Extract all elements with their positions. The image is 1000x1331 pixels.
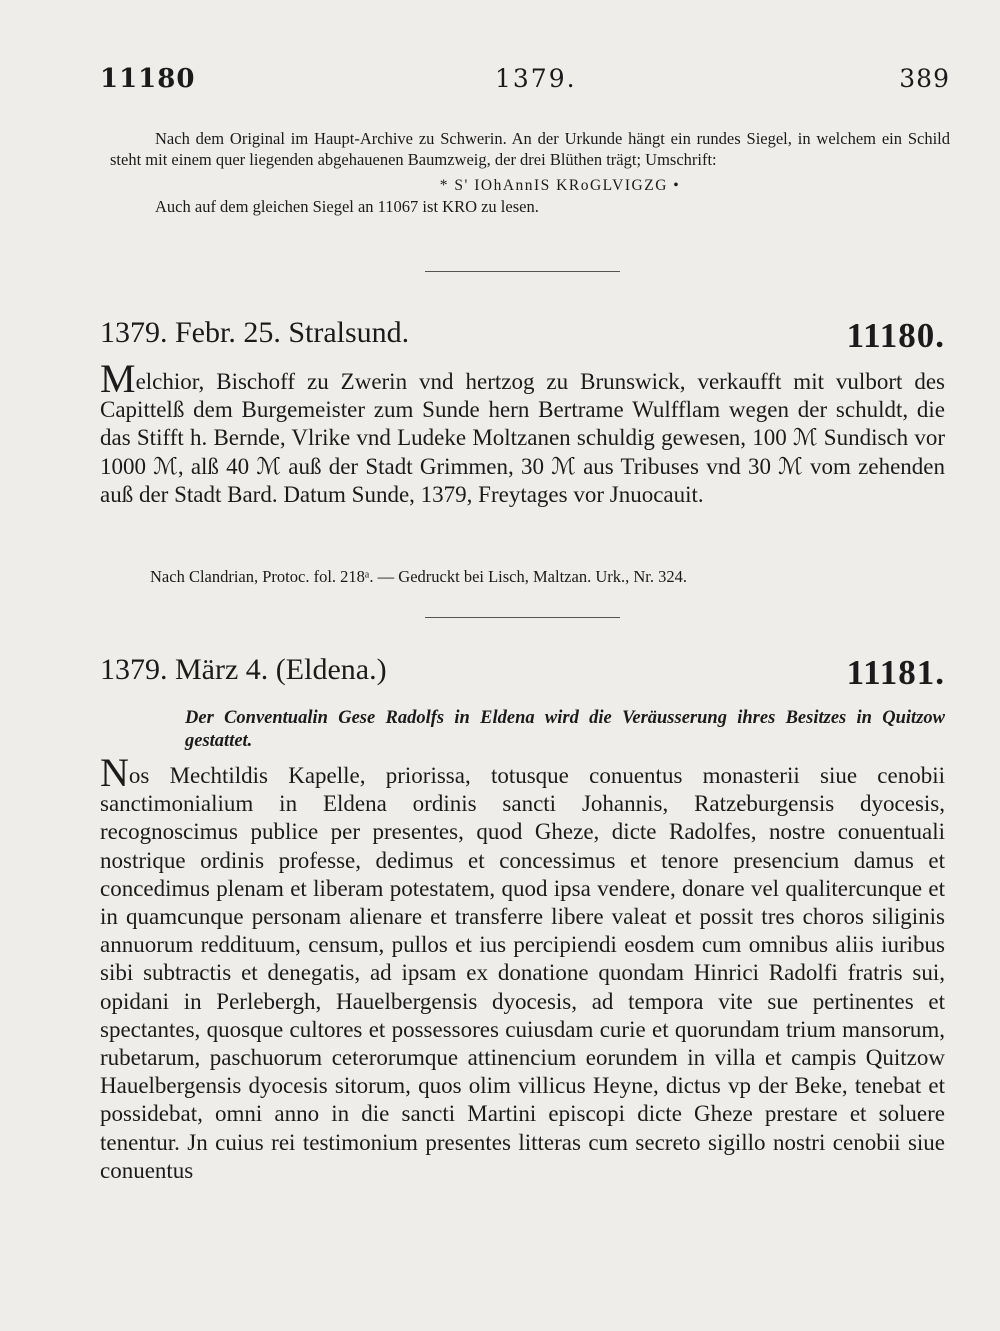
charter-date-place: 1379. Febr. 25. Stralsund.: [100, 316, 410, 349]
previous-charter-note: [110, 128, 950, 217]
running-head: [100, 64, 950, 104]
regest-summary: Der Conventualin Gese Radolfs in Eldena wird die Veräusserung ihres Besitzes in Quitzow gestattet.: [185, 708, 945, 751]
charter-date-place: 1379. März 4. (Eldena.): [100, 653, 387, 686]
page-number: 389: [899, 64, 950, 93]
charter-body: elchior, Bischoff zu Zwerin vnd hertzog zu Brunswick, verkaufft mit vulbort des Capittelß dem Burgemeister zum Sunde hern Bertrame Wulfflam wegen der schuldt, die das Stifft h. Bernde, Vlrike vnd Ludeke Moltzanen schuldig gewesen, 100 ℳ Sundisch vor 1000 ℳ, alß 40 ℳ auß der Stadt Grimmen, 30 ℳ aus Tribuses vnd 30 ℳ vom zehenden auß der Stadt Bard. Datum Sunde, 1379, Freytages vor Jnuocauit.: [100, 369, 945, 507]
running-head-year: 1379.: [495, 64, 577, 93]
charter-11181-heading: [100, 653, 945, 703]
charter-11180-source: Nach Clandrian, Protoc. fol. 218ᵃ. — Gedruckt bei Lisch, Maltzan. Urk., Nr. 324.: [150, 567, 687, 586]
charter-body: os Mechtildis Kapelle, priorissa, totusque conuentus monasterii siue cenobii sanctimonialium in Eldena ordinis sancti Johannis, Ratzeburgensis dyocesis, recognoscimus publice per presentes, quod Gheze, dicte Radolfes, nostre conuentuali nostrique ordinis professe, dedimus et concessimus et tenore presencium damus et concedimus plenam et liberam potestatem, quod ipsa vendere, donare vel qualitercunque et in quamcunque personam alienare et transferre libere valeat et possit tres choros siliginis annuorum reddituum, censum, pullos et ius percipiendi eosdem cum omnibus aliis iuribus sibi subtractis et denegatis, ad ipsam ex donatione quondam Hinrici Radolfi fratris sui, opidani in Perlebergh, Hauelbergensis dyocesis, ad tempora vite sue pertinentes et spectantes, quosque cultores et possessores cuiusdam curie et quorundam trium mansorum, rubetarum, paschuorum ceterorumque attinencium eorundem in villa et campis Quitzow Hauelbergensis dyocesis sitorum, quos olim villicus Heyne, dictus vp der Beke, tenebat et possidebat, omni anno in die sancti Martini episcopi dicte Gheze prestare et soluere tenentur. Jn cuius rei testimonium presentes litteras cum secreto sigillo nostri cenobii siue conuentus: [100, 763, 945, 1183]
charter-11181-summary: [185, 707, 945, 753]
section-divider: [425, 271, 620, 272]
seal-legend: * S' IOhAnnIS KRoGLVIGZG •: [439, 177, 681, 194]
charter-number: 11180.: [846, 316, 945, 355]
seal-note: Auch auf dem gleichen Siegel an 11067 ist KRO zu lesen.: [155, 197, 539, 216]
section-divider: [425, 617, 620, 618]
running-head-charter-number: 11180: [100, 64, 196, 94]
charter-11180-heading: [100, 316, 945, 366]
charter-11180-text: [100, 356, 945, 509]
charter-number: 11181.: [846, 653, 945, 692]
initial-letter: M: [100, 356, 136, 401]
archive-note: Nach dem Original im Haupt-Archive zu Schwerin. An der Urkunde hängt ein rundes Siegel, in welchem ein Schild steht mit einem quer liegenden abgehauenen Baumzweig, der drei Blüthen trägt; Umschrift:: [110, 129, 950, 169]
charter-11181-text: [100, 750, 945, 1185]
initial-letter: N: [100, 750, 129, 795]
